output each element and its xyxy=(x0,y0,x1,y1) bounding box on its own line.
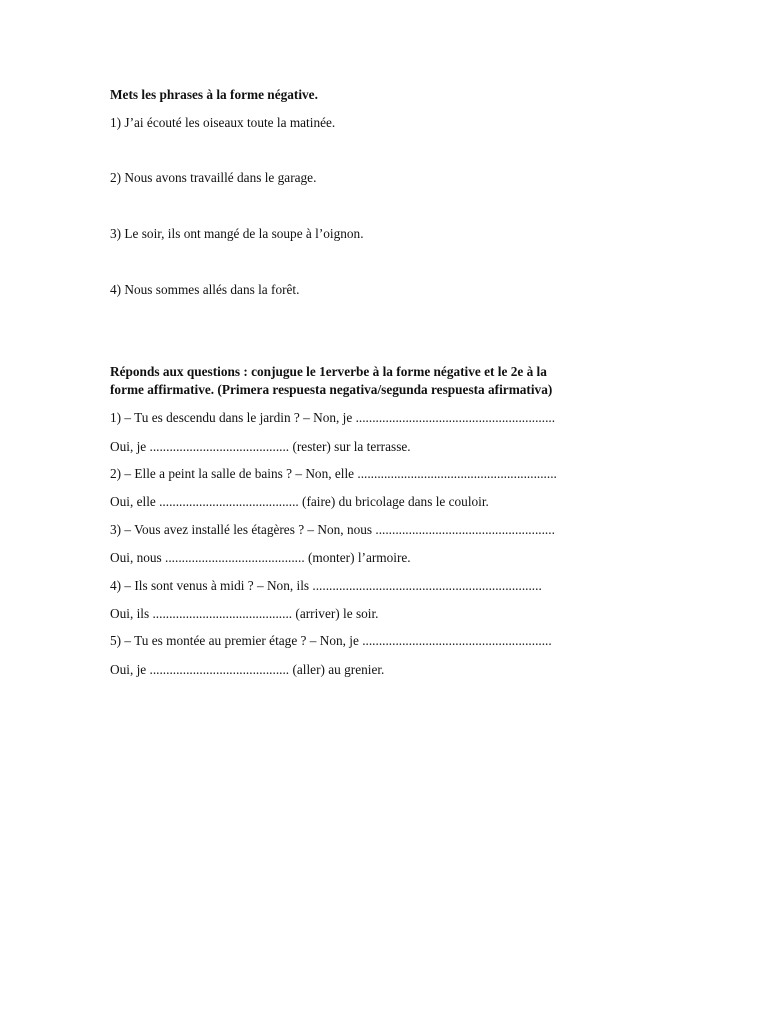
exercise2-answer-2: Oui, elle .......................................... (faire) du bricolage dans le couloir. xyxy=(110,494,489,509)
exercise2-question-3: 3) – Vous avez installé les étagères ? – Non, nous ...................................................... xyxy=(110,522,555,537)
exercise2-answer-4: Oui, ils .......................................... (arriver) le soir. xyxy=(110,606,379,621)
exercise2-answer-1: Oui, je .......................................... (rester) sur la terrasse. xyxy=(110,439,411,454)
exercise1-sentence-1: 1) J’ai écouté les oiseaux toute la matinée. xyxy=(110,115,336,130)
exercise2-answer-5: Oui, je .......................................... (aller) au grenier. xyxy=(110,662,385,677)
exercise2-answer-3: Oui, nous .......................................... (monter) l’armoire. xyxy=(110,550,411,565)
exercise1-sentence-3: 3) Le soir, ils ont mangé de la soupe à l’oignon. xyxy=(110,226,364,241)
exercise2-heading-line2: forme affirmative. (Primera respuesta negativa/segunda respuesta afirmativa) xyxy=(110,382,553,397)
exercise2-question-2: 2) – Elle a peint la salle de bains ? – Non, elle ............................................................ xyxy=(110,466,557,481)
exercise2-question-4: 4) – Ils sont venus à midi ? – Non, ils ..................................................................... xyxy=(110,578,542,593)
exercise1-sentence-4: 4) Nous sommes allés dans la forêt. xyxy=(110,282,300,297)
exercise2-question-1: 1) – Tu es descendu dans le jardin ? – Non, je ............................................................ xyxy=(110,410,556,425)
exercise1-heading: Mets les phrases à la forme négative. xyxy=(110,87,318,102)
exercise2-heading-line1: Réponds aux questions : conjugue le 1erverbe à la forme négative et le 2e à la xyxy=(110,364,547,379)
exercise2-question-5: 5) – Tu es montée au premier étage ? – Non, je ......................................................... xyxy=(110,633,552,648)
exercise1-sentence-2: 2) Nous avons travaillé dans le garage. xyxy=(110,170,317,185)
